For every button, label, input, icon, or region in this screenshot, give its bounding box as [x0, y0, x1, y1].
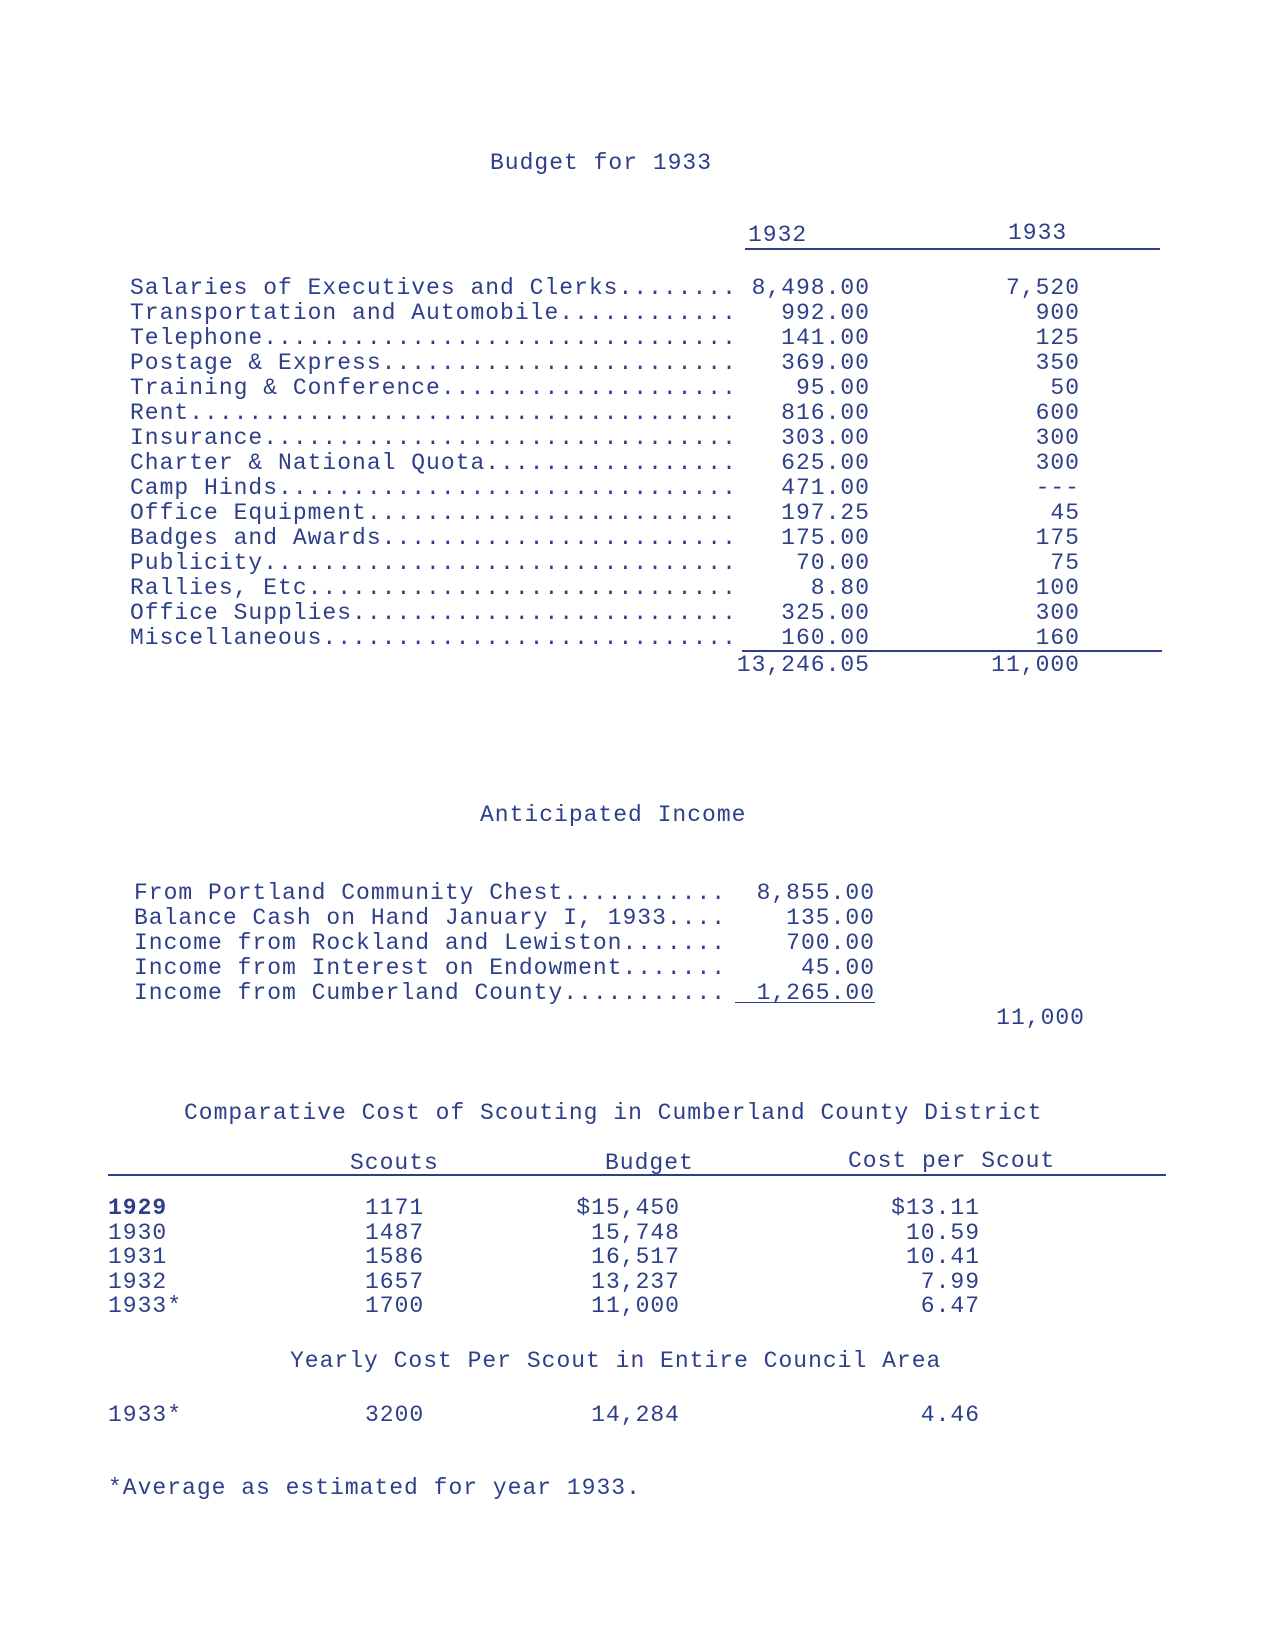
income-row-value: 45.00	[800, 955, 875, 981]
comparative-row-cost: $13.11	[891, 1195, 980, 1221]
budget-row-1932: 369.00	[781, 350, 870, 376]
council-budget: 14,284	[591, 1402, 680, 1428]
budget-row-label: Telephone................................	[130, 325, 737, 351]
comparative-row-scouts: 1487	[365, 1219, 425, 1246]
budget-row-1933: 350	[1035, 350, 1080, 376]
budget-row-label: Camp Hinds...............................	[130, 475, 737, 501]
budget-row-1932: 8.80	[810, 575, 870, 601]
comparative-row-cost: 7.99	[920, 1268, 980, 1295]
budget-row-1932: 95.00	[795, 375, 870, 401]
budget-row-1933: 300	[1035, 425, 1080, 451]
budget-row-1933: 300	[1035, 450, 1080, 476]
income-row-value: 8,855.00	[756, 880, 875, 906]
budget-row-1932: 160.00	[781, 625, 870, 651]
budget-total-1932: 13,246.05	[736, 652, 870, 678]
budget-col-1933: 1933	[1008, 220, 1068, 246]
income-row-label: Income from Rockland and Lewiston.......	[134, 930, 727, 956]
budget-row-1932: 303.00	[781, 425, 870, 451]
budget-row-1933: 50	[1050, 375, 1080, 401]
comparative-row-cost: 10.41	[905, 1244, 980, 1270]
budget-col-1932: 1932	[748, 222, 808, 248]
budget-row-label: Postage & Express........................	[130, 350, 737, 376]
comparative-row-scouts: 1657	[365, 1268, 425, 1295]
budget-row-label: Badges and Awards........................	[130, 525, 737, 551]
income-row-label: Balance Cash on Hand January I, 1933....	[134, 905, 727, 931]
council-cost: 4.46	[920, 1402, 980, 1428]
comparative-col-scouts: Scouts	[350, 1150, 439, 1176]
budget-row-label: Insurance................................	[130, 425, 737, 451]
income-title: Anticipated Income	[480, 802, 747, 828]
budget-row-label: Training & Conference....................	[130, 375, 737, 401]
budget-row-1932: 471.00	[781, 475, 870, 501]
comparative-row-scouts: 1700	[365, 1293, 425, 1319]
budget-row-1933: 900	[1035, 300, 1080, 326]
comparative-row-scouts: 1586	[365, 1244, 425, 1270]
budget-row-label: Transportation and Automobile............	[130, 300, 737, 326]
comparative-row-budget: 15,748	[591, 1219, 680, 1246]
budget-row-1932: 175.00	[781, 525, 870, 551]
comparative-row-budget: $15,450	[576, 1195, 680, 1221]
comparative-row-cost: 10.59	[905, 1219, 980, 1246]
budget-total-1933: 11,000	[991, 652, 1080, 678]
budget-row-1933: 300	[1035, 600, 1080, 626]
comparative-header-rule	[108, 1174, 1166, 1176]
budget-row-1932: 992.00	[781, 300, 870, 326]
comparative-title: Comparative Cost of Scouting in Cumberland County District	[184, 1100, 1043, 1126]
budget-row-1933: 160	[1035, 625, 1080, 651]
comparative-row-year: 1933*	[108, 1293, 183, 1319]
comparative-row-budget: 16,517	[591, 1244, 680, 1270]
budget-row-label: Salaries of Executives and Clerks........	[130, 275, 737, 301]
budget-title: Budget for 1933	[490, 150, 713, 176]
council-year: 1933*	[108, 1402, 183, 1428]
comparative-col-cost: Cost per Scout	[848, 1148, 1056, 1174]
comparative-row-budget: 11,000	[591, 1293, 680, 1319]
budget-row-1933: 45	[1050, 500, 1080, 526]
budget-row-1933: 125	[1035, 325, 1080, 351]
comparative-row-scouts: 1171	[365, 1195, 425, 1221]
budget-row-label: Rent.....................................	[130, 400, 737, 426]
budget-row-1932: 141.00	[781, 325, 870, 351]
budget-header-rule	[745, 248, 1160, 250]
income-row-value: 135.00	[786, 905, 875, 931]
budget-row-1933: 100	[1035, 575, 1080, 601]
income-total: 11,000	[996, 1005, 1085, 1031]
income-row-label: From Portland Community Chest...........	[134, 880, 727, 906]
income-total-rule	[735, 1002, 875, 1003]
income-row-label: Income from Interest on Endowment.......	[134, 955, 727, 981]
budget-row-1932: 197.25	[781, 500, 870, 526]
comparative-row-year: 1929	[108, 1195, 168, 1221]
comparative-row-year: 1932	[108, 1268, 168, 1295]
budget-row-1933: 175	[1035, 525, 1080, 551]
comparative-row-budget: 13,237	[591, 1268, 680, 1295]
budget-row-1932: 8,498.00	[751, 275, 870, 301]
budget-row-1933: ---	[1035, 475, 1080, 501]
comparative-row-cost: 6.47	[920, 1293, 980, 1319]
budget-row-label: Office Equipment.........................	[130, 500, 737, 526]
council-scouts: 3200	[365, 1402, 425, 1428]
budget-row-label: Publicity................................	[130, 550, 737, 576]
budget-row-1932: 816.00	[781, 400, 870, 426]
comparative-row-year: 1931	[108, 1244, 168, 1270]
budget-row-1933: 600	[1035, 400, 1080, 426]
budget-row-1933: 7,520	[1005, 275, 1080, 301]
footnote: *Average as estimated for year 1933.	[108, 1475, 641, 1501]
budget-row-label: Charter & National Quota.................	[130, 450, 737, 476]
budget-row-1932: 325.00	[781, 600, 870, 626]
budget-row-label: Rallies, Etc.............................	[130, 575, 737, 601]
income-row-value: 700.00	[786, 930, 875, 956]
comparative-row-year: 1930	[108, 1219, 168, 1246]
comparative-col-budget: Budget	[605, 1150, 694, 1176]
budget-row-label: Miscellaneous............................	[130, 625, 737, 651]
income-row-label: Income from Cumberland County...........	[134, 980, 727, 1006]
income-row-value: 1,265.00	[756, 980, 875, 1006]
budget-row-1933: 75	[1050, 550, 1080, 576]
budget-row-1932: 70.00	[795, 550, 870, 576]
budget-row-label: Office Supplies..........................	[130, 600, 737, 626]
council-title: Yearly Cost Per Scout in Entire Council Area	[290, 1348, 942, 1374]
budget-row-1932: 625.00	[781, 450, 870, 476]
